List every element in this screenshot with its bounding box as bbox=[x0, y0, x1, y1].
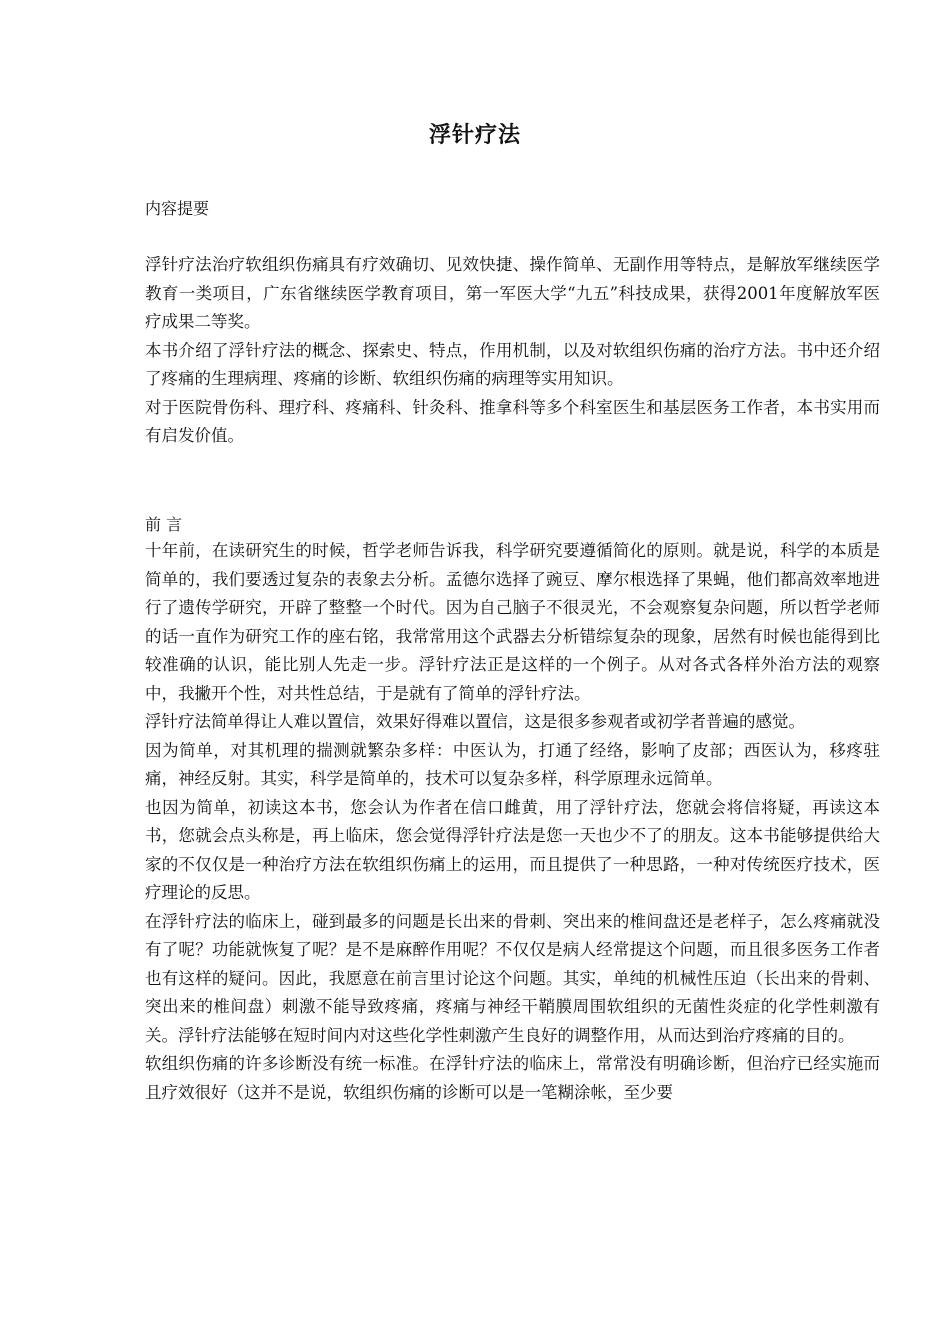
preface-heading: 前 言 bbox=[145, 515, 183, 534]
preface-paragraph: 也因为简单，初读这本书，您会认为作者在信口雌黄，用了浮针疗法，您就会将信将疑，再读这本书，您就会点头称是，再上临床，您会觉得浮针疗法是您一天也少不了的朋友。这本书能够提供给大家的不仅仅是一种治疗方法在软组织伤痛上的运用，而且提供了一种思路，一种对传统医疗技术，医疗理论的反思。 bbox=[145, 797, 880, 902]
preface-paragraph: 因为简单，对其机理的揣测就繁杂多样：中医认为，打通了经络，影响了皮部；西医认为，移疼驻痛，神经反射。其实，科学是简单的，技术可以复杂多样，科学原理永远简单。 bbox=[145, 740, 880, 788]
summary-section bbox=[145, 251, 880, 451]
preface-paragraph: 软组织伤痛的许多诊断没有统一标准。在浮针疗法的临床上，常常没有明确诊断，但治疗已经实施而且疗效很好（这并不是说，软组织伤痛的诊断可以是一笔糊涂帐，至少要 bbox=[145, 1054, 880, 1102]
preface-paragraph: 十年前，在读研究生的时候，哲学老师告诉我，科学研究要遵循简化的原则。就是说，科学的本质是简单的，我们要透过复杂的表象去分析。孟德尔选择了豌豆、摩尔根选择了果蝇，他们都高效率地进行了遗传学研究，开辟了整整一个时代。因为自己脑子不很灵光，不会观察复杂问题，所以哲学老师的话一直作为研究工作的座右铭，我常常用这个武器去分析错综复杂的现象，居然有时候也能得到比较准确的认识，能比别人先走一步。浮针疗法正是这样的一个例子。从对各式各样外治方法的观察中，我撇开个性，对共性总结，于是就有了简单的浮针疗法。 bbox=[145, 541, 880, 703]
preface-paragraph: 在浮针疗法的临床上，碰到最多的问题是长出来的骨刺、突出来的椎间盘还是老样子，怎么疼痛就没有了呢？功能就恢复了呢？是不是麻醉作用呢？不仅仅是病人经常提这个问题，而且很多医务工作者也有这样的疑问。因此，我愿意在前言里讨论这个问题。其实，单纯的机械性压迫（长出来的骨刺、突出来的椎间盘）刺激不能导致疼痛，疼痛与神经干鞘膜周围软组织的无菌性炎症的化学性刺激有关。浮针疗法能够在短时间内对这些化学性刺激产生良好的调整作用，从而达到治疗疼痛的目的。 bbox=[145, 911, 880, 1045]
summary-paragraph: 本书介绍了浮针疗法的概念、探索史、特点，作用机制，以及对软组织伤痛的治疗方法。书中还介绍了疼痛的生理病理、疼痛的诊断、软组织伤痛的病理等实用知识。 bbox=[145, 340, 880, 388]
summary-paragraph: 浮针疗法治疗软组织伤痛具有疗效确切、见效快捷、操作简单、无副作用等特点，是解放军继续医学教育一类项目，广东省继续医学教育项目，第一军医大学“九五”科技成果，获得2001年度解放军医疗成果二等奖。 bbox=[145, 255, 880, 331]
summary-paragraph: 对于医院骨伤科、理疗科、疼痛科、针灸科、推拿科等多个科室医生和基层医务工作者，本书实用而有启发价值。 bbox=[145, 397, 880, 445]
summary-heading: 内容提要 bbox=[145, 199, 210, 218]
preface-section bbox=[145, 537, 880, 1107]
preface-paragraph: 浮针疗法简单得让人难以置信，效果好得难以置信，这是很多参观者或初学者普遍的感觉。 bbox=[145, 712, 805, 731]
document-title: 浮针疗法 bbox=[428, 122, 521, 148]
